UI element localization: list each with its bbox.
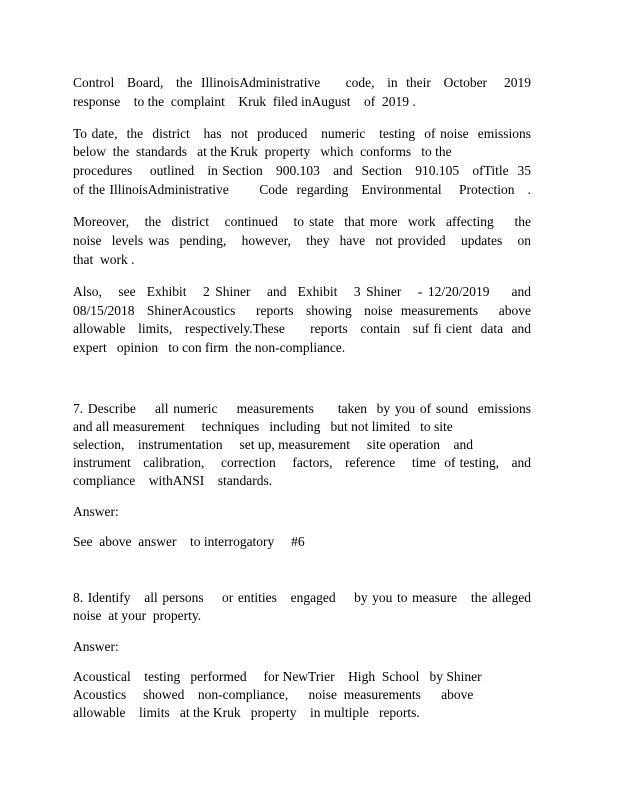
paragraph-2-line-2: below the standards at the Kruk property which conforms to the xyxy=(73,144,452,159)
paragraph-3-line-3: that work . xyxy=(73,252,135,267)
paragraph-4-line-4: expert opinion to con firm the non-compliance. xyxy=(73,340,346,355)
question-7-answer-label: Answer: xyxy=(73,504,119,519)
question-7-line-3: selection, instrumentation set up, measurement site operation and xyxy=(73,437,474,452)
question-7-line-5: compliance withANSI standards. xyxy=(73,473,273,488)
paragraph-4-line-3: allowable limits, respectively.These reports contain suf fi cient data and xyxy=(73,321,531,336)
question-8-line-2: noise at your property. xyxy=(73,608,202,623)
question-7-answer: See above answer to interrogatory #6 xyxy=(73,534,305,549)
question-8-answer-line-2: Acoustics showed non-compliance, noise measurements above xyxy=(73,687,474,702)
question-7-line-2: and all measurement techniques including but not limited to site xyxy=(73,419,453,434)
question-7-line-4: instrument calibration, correction factors, reference time of testing, and xyxy=(73,455,531,470)
question-8-line-1: 8. Identify all persons or entities engaged by you to measure the alleged xyxy=(73,590,531,605)
paragraph-1-line-2: response to the complaint Kruk filed inAugust of 2019 . xyxy=(73,94,416,109)
question-8-answer-line-3: allowable limits at the Kruk property in multiple reports. xyxy=(73,705,420,720)
question-8-answer-label: Answer: xyxy=(73,639,119,654)
paragraph-4-line-2: 08/15/2018 ShinerAcoustics reports showing noise measurements above xyxy=(73,303,531,318)
question-7-line-1: 7. Describe all numeric measurements taken by you of sound emissions xyxy=(73,401,531,416)
paragraph-1-line-1: Control Board, the IllinoisAdministrative code, in their October 2019 xyxy=(73,75,531,90)
paragraph-2-line-4: of the IllinoisAdministrative Code regarding Environmental Protection . xyxy=(73,182,531,197)
paragraph-3-line-1: Moreover, the district continued to state that more work affecting the xyxy=(73,214,531,229)
paragraph-3-line-2: noise levels was pending, however, they have not provided updates on xyxy=(73,233,531,248)
paragraph-4-line-1: Also, see Exhibit 2 Shiner and Exhibit 3 Shiner - 12/20/2019 and xyxy=(73,284,531,299)
paragraph-2-line-1: To date, the district has not produced numeric testing of noise emissions xyxy=(73,126,531,141)
question-8-answer-line-1: Acoustical testing performed for NewTrier High School by Shiner xyxy=(73,669,482,684)
paragraph-2-line-3: procedures outlined in Section 900.103 and Section 910.105 ofTitle 35 xyxy=(73,163,531,178)
